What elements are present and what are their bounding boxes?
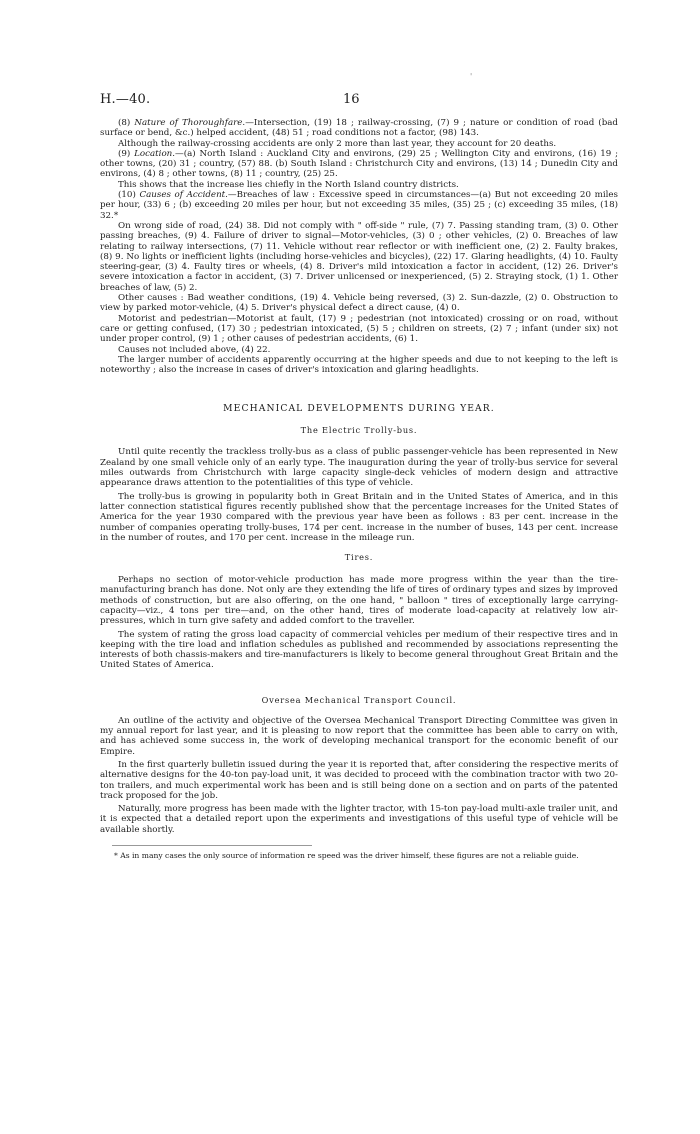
paragraph-conclusion: The larger number of accidents apparently occurring at the higher speeds and due to not keeping to the left is noteworthy ; also the increase in cases of driver's intoxication and glaring headlights.: [100, 354, 618, 376]
paragraph-causes: [100, 190, 618, 221]
paragraph-nature-of-thoroughfare: [100, 118, 618, 139]
paragraph-breaches: On wrong side of road, (24) 38. Did not comply with " off-side " rule, (7) 7. Passing standing tram, (3) 0. Other passing breaches, (9) 4. Failure of driver to signal—Motor-vehicles, (3) 0 ; other vehicles, (2) 0. Breaches of law relating to railway intersections, (7) 11. Vehicle without rear reflector or with inefficient one, (2) 2. Faulty brakes, (8) 9. No lights or inefficient lights (including horse-vehicles and bicycles), (22) 17. Glaring headlights, (4) 10. Faulty steering-gear, (3) 4. Faulty tires or wheels, (4) 8. Driver's mild intoxication a factor in accident, (12) 26. Driver's severe intoxication a factor in accident, (3) 7. Driver unlicensed or inexperienced, (5) 2. Straying stock, (1) 1. Other breaches of law, (5) 2.: [100, 220, 618, 293]
item-heading: Nature of Thoroughfare.: [134, 118, 246, 128]
document-page: [100, 92, 618, 861]
paragraph-location-note: This shows that the increase lies chiefly in the North Island country districts.: [118, 179, 459, 190]
subheading-tires: Tires.: [344, 552, 374, 563]
item-heading: Location.: [134, 148, 176, 159]
item-text: —(a) North Island : Auckland City and environs, (29) 25 ; Wellington City and environs, (16) 19 ; other towns, (20) 31 ; country, (57) 88. (b) South Island : Christchurch City and environs, (13) 14 ; Dunedin City and environs, (4) 8 ; other towns, (8) 11 ; country, (25) 25.: [100, 148, 618, 180]
paragraph-trolly-bus-2: The trolly-bus is growing in popularity both in Great Britain and in the United States of America, and in this latter connection statistical figures recently published show that the percentage increases for the United States of America for the year 1930 compared with the previous year have been as follows : 83 per cent. increase in the number of companies operating trolly-buses, 174 per cent. increase in the number of buses, 143 per cent. increase in the number of routes, and 170 per cent. increase in the mileage run.: [100, 491, 618, 543]
item-label: (8): [118, 118, 131, 128]
corner-mark: ': [470, 72, 473, 81]
paragraph-causes-not-included: Causes not included above, (4) 22.: [118, 344, 271, 355]
item-heading: Causes of Accident.: [139, 190, 228, 201]
paragraph-tires-2: The system of rating the gross load capacity of commercial vehicles per medium of their respective tires and in keeping with the tire load and inflation schedules as published and recommended by associations representing the interests of both chassis-makers and tire-manufacturers is likely to become general throughout Great Britain and the United States of America.: [100, 629, 619, 671]
paragraph-trolly-bus-1: Until quite recently the trackless trolly-bus as a class of public passenger-vehicle has been represented in New Zealand by one small vehicle only of an early type. The inauguration during the year of trolly-bus service for several miles outwards from Christchurch with large capacity single-deck vehicles of modern design and attractive appearance draws attention to the potentialities of this type of vehicle.: [100, 447, 618, 489]
footnote: * As in many cases the only source of information re speed was the driver himself, these figures are not a reliable guide.: [114, 851, 579, 861]
section-title: MECHANICAL DEVELOPMENTS DURING YEAR.: [223, 403, 495, 415]
paragraph-tires-1: Perhaps no section of motor-vehicle production has made more progress within the year than the tire-manufacturing branch has done. Not only are they extending the life of tires of ordinary types and sizes by improved methods of construction, but are also offering, on the one hand, " balloon " tires of exceptionally large carrying-capacity—viz., 4 tons per tire—and, on the other hand, tires of moderate load-capacity at relatively low air-pressures, which in turn give safety and added comfort to the traveller.: [100, 575, 618, 627]
footnote-divider: [112, 845, 312, 846]
paragraph-other-causes: Other causes : Bad weather conditions, (19) 4. Vehicle being reversed, (3) 2. Sun-dazzle, (2) 0. Obstruction to view by parked motor-vehicle, (4) 5. Driver's physical defect a direct cause, (4) 0.: [100, 293, 618, 314]
paragraph-oversea-2: In the first quarterly bulletin issued during the year it is reported that, after considering the respective merits of alternative designs for the 40-ton pay-load unit, it was decided to proceed with the combination tractor with two 20-ton trailers, and much experimental work has been and is still being done on a section and on parts of the patented track proposed for the job.: [100, 759, 618, 801]
page-number: 16: [343, 92, 360, 107]
subheading-trolly-bus: The Electric Trolly-bus.: [300, 425, 418, 436]
item-text: —Breaches of law : Excessive speed in circumstances—(a) But not exceeding 20 miles per hour, (33) 6 ; (b) exceeding 20 miles per hour, but not exceeding 35 miles, (35) 25 ; (c) exceeding 35 miles, (18) 32.*: [100, 190, 618, 221]
paragraph-oversea-3: Naturally, more progress has been made with the lighter tractor, with 15-ton pay-load multi-axle trailer unit, and it is expected that a detailed report upon the experiments and investigations of this useful type of vehicle will be available shortly.: [100, 804, 618, 835]
paragraph-motorist-pedestrian: Motorist and pedestrian—Motorist at fault, (17) 9 ; pedestrian (not intoxicated) crossing or on road, without care or getting confused, (17) 30 ; pedestrian intoxicated, (5) 5 ; children on streets, (2) 7 ; infant (under six) not under proper control, (9) 1 ; other causes of pedestrian accidents, (6) 1.: [100, 313, 618, 345]
item-label: (9): [118, 148, 131, 159]
item-label: (10): [118, 190, 136, 201]
paragraph-oversea-1: An outline of the activity and objective of the Oversea Mechanical Transport Directing Committee was given in my annual report for last year, and it is pleasing to now report that the committee has been able to carry on with, and has achieved some success in, the work of developing mechanical transport for the economic benefit of our Empire.: [100, 715, 618, 757]
subheading-oversea-council: Oversea Mechanical Transport Council.: [261, 694, 457, 705]
paragraph-location: [100, 149, 618, 180]
item-text: —Intersection, (19) 18 ; railway-crossing, (7) 9 ; nature or condition of road (bad surface or bend, &c.) helped accident, (48) 51 ; road conditions not a factor, (98) 143.: [100, 118, 618, 139]
paragraph-railway-note: Although the railway-crossing accidents are only 2 more than last year, they account for 20 deaths.: [118, 138, 557, 149]
page-header: [100, 92, 618, 118]
document-code: H.—40.: [100, 92, 151, 107]
accident-statistics-section: [100, 118, 618, 375]
